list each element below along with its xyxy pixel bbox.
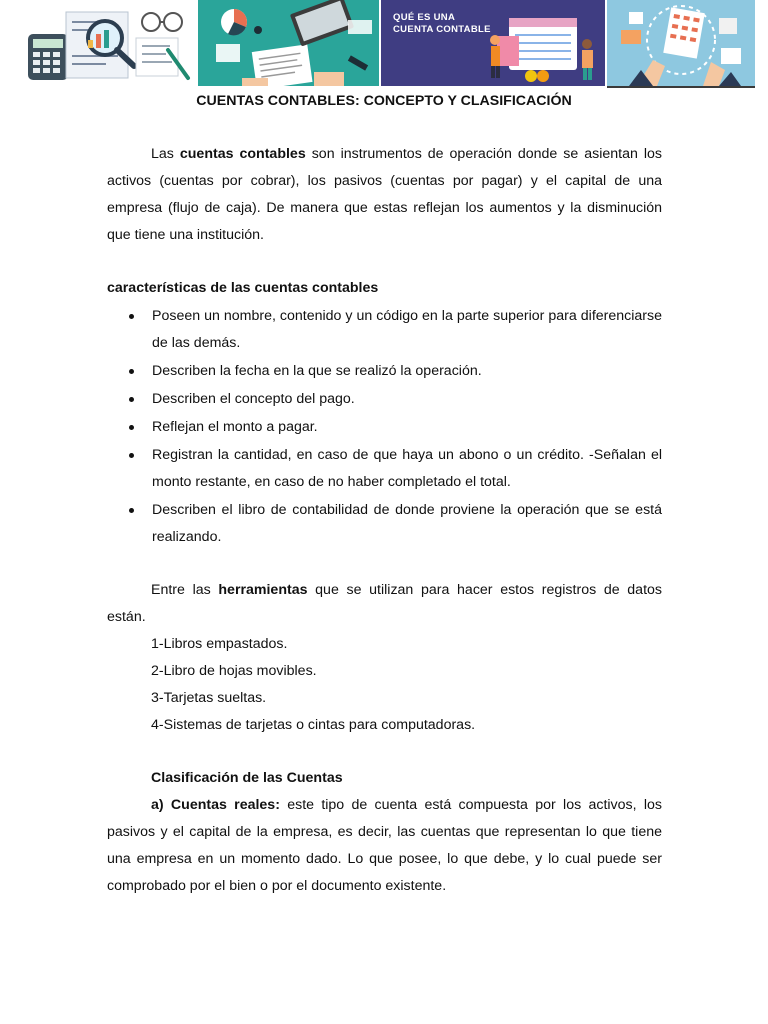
bullet-icon: [129, 453, 134, 458]
list-item-text: Describen la fecha en la que se realizó la operación.: [152, 363, 482, 379]
numbered-item: 1-Libros empastados.: [151, 636, 288, 652]
bullet-icon: [129, 508, 134, 513]
list-item: [107, 358, 662, 385]
herramientas-text: Entre las: [151, 582, 219, 598]
list-item-text: Poseen un nombre, contenido y un código en la parte superior para diferenciarse de las demás.: [152, 308, 662, 351]
desk-laptop-image: [198, 0, 379, 86]
spacer: [107, 552, 662, 577]
bullet-icon: [129, 314, 134, 319]
numbered-item: 2-Libro de hojas movibles.: [151, 663, 317, 679]
clasificacion-heading: Clasificación de las Cuentas: [151, 770, 343, 786]
document-body: [107, 141, 662, 900]
intro-bold-term: cuentas contables: [179, 146, 306, 162]
que-es-una-cuenta-image: [381, 0, 605, 86]
list-item-text: Reflejan el monto a pagar.: [152, 419, 318, 435]
list-item: [107, 414, 662, 441]
herramientas-text: que se utilizan para hacer estos registros de datos están.: [107, 582, 662, 625]
header-banner: [0, 0, 768, 92]
cuentas-reales-label: a) Cuentas reales:: [151, 797, 280, 813]
spacer: [107, 249, 662, 275]
intro-text: Las: [151, 146, 180, 162]
laptop-desk-icon: [198, 0, 379, 86]
hands-documents-image: [607, 0, 755, 88]
accounting-illustration-image: [18, 0, 196, 86]
intro-paragraph: [107, 141, 662, 249]
herramientas-paragraph: [107, 577, 662, 631]
list-item: [107, 386, 662, 413]
caracteristicas-list: [107, 303, 662, 551]
list-item: [107, 497, 662, 551]
bullet-icon: [129, 369, 134, 374]
list-item-text: Describen el concepto del pago.: [152, 391, 355, 407]
bullet-icon: [129, 397, 134, 402]
caracteristicas-heading: características de las cuentas contables: [107, 280, 379, 296]
documents-icon: [607, 0, 755, 86]
numbered-item: 4-Sistemas de tarjetas o cintas para computadoras.: [151, 717, 476, 733]
intro-text: son instrumentos de operación donde se asientan los activos (cuentas por cobrar), los pasivos (cuentas por pagar) y el capital de una empresa (flujo de caja). De manera que estas reflejan los aumentos y la disminución que tiene una institución.: [107, 146, 663, 243]
list-item: [107, 303, 662, 357]
page-title: CUENTAS CONTABLES: CONCEPTO Y CLASIFICACIÓN: [196, 93, 572, 109]
bullet-icon: [129, 425, 134, 430]
cuentas-reales-paragraph: [107, 792, 662, 900]
herramientas-bold-term: herramientas: [218, 582, 308, 598]
list-item: [107, 442, 662, 496]
ledger-people-icon: [381, 0, 605, 86]
banner-caption-line: CUENTA CONTABLE: [393, 24, 491, 35]
numbered-item: 3-Tarjetas sueltas.: [151, 690, 267, 706]
cuentas-reales-text: este tipo de cuenta está compuesta por los activos, los pasivos y el capital de la empresa, es decir, las cuentas que representan lo que tiene una empresa en un momento dado. Lo que posee, lo que debe, y lo cual puede ser comprobado por el bien o por el documento existente.: [107, 797, 662, 894]
magnifier-calculator-icon: [18, 0, 196, 86]
list-item-text: Registran la cantidad, en caso de que haya un abono o un crédito. -Señalan el monto restante, en caso de no haber completado el total.: [152, 447, 662, 490]
list-item-text: Describen el libro de contabilidad de donde proviene la operación que se está realizando.: [152, 502, 662, 545]
banner-caption-line: QUÉ ES UNA: [393, 12, 456, 23]
spacer: [107, 739, 662, 765]
